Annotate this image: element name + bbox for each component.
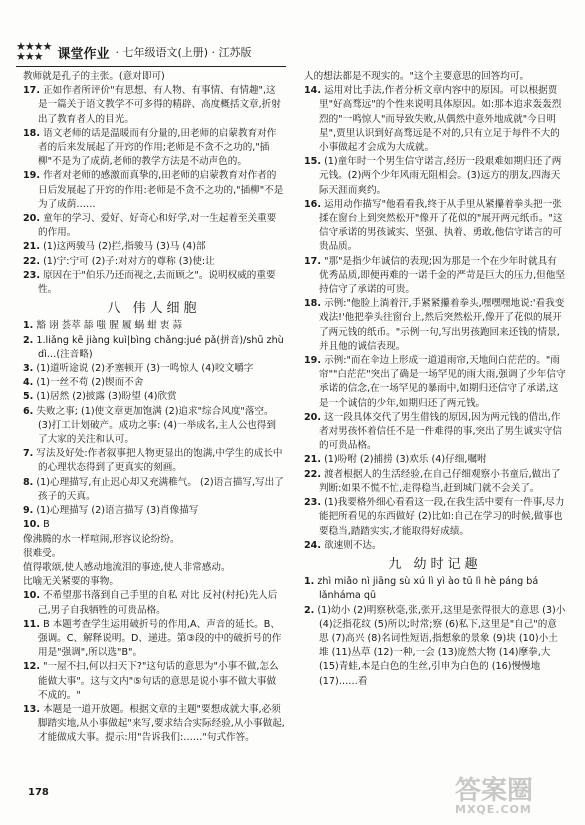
answer-item [23, 334, 285, 362]
answer-text: 很难受。 [23, 547, 62, 559]
answer-item [304, 297, 566, 354]
answer-text: 不希望那书落到自己手里的自私 对比 反衬(村托)先人后己,男子自我牺牲的可贵品格。 [38, 590, 278, 616]
answer-item [23, 660, 285, 703]
watermark-text: 答案圈 [455, 776, 534, 806]
answer-text: 像沸腾的水一样喧闹,形容议论纷纷。 [23, 533, 180, 545]
answer-text: 作者对老师的感激而真挚的,田老师的启蒙教育对作者的日后发展起了开窍的作用:老师是不贪不之功的,"插柳"不是为了成荫…… [38, 170, 284, 210]
answer-item [23, 169, 285, 212]
answer-text: 语文老师的话是温暖而有分量的,田老师的启蒙教育对作者的后来发展起了开窍的作用;老师是不贪不之功的,"插柳"不是为了成荫,老师的教学方法是不动声色的。 [38, 127, 277, 168]
section-title-9: 九 幼时记趣 [388, 556, 482, 572]
answer-item [304, 604, 566, 689]
answer-item [23, 533, 285, 547]
header-subtitle: · 七年级语文(上册) · 江苏版 [115, 46, 252, 59]
answer-number: 17. [304, 255, 321, 267]
answer-text: 童年的学习、爱好、好奇心和好学,对一生起着至关重要的作用。 [38, 213, 277, 239]
answer-text: "那"是指少年诚信的表现;因为那是一个在少年时就具有优秀品质,即便再难的一诺千金的严苛是巨大的压力,但他坚持信守了承诺的可贵。 [319, 255, 565, 296]
page-header [16, 40, 316, 64]
answer-text: 欲速则不达。 [324, 539, 382, 551]
answer-number: 23. [23, 269, 40, 281]
answer-number: 8. [23, 476, 34, 488]
answer-item [23, 362, 285, 376]
answer-item [304, 255, 566, 298]
answer-text: (1)一丝不苟 (2)锲而不舍 [36, 377, 144, 389]
page-number: 178 [28, 787, 49, 798]
answer-number: 2. [304, 604, 315, 616]
answer-number: 22. [304, 468, 321, 480]
answer-text: (1)童年时一个男生信守诺言,经历一段艰难如期归还了两元钱。(2)两个少年风雨无阻相会。(3)远方的朋友,四海天际天涯而爽约。 [319, 156, 562, 196]
answer-item [304, 155, 566, 198]
header-rule [16, 66, 286, 67]
header-brand: 课堂作业 [57, 46, 110, 62]
answer-text: (1)居然 (2)披露 (3)盼望 (4)欣赏 [36, 391, 177, 403]
answer-item [304, 198, 566, 255]
answer-number: 10. [23, 590, 40, 602]
answer-item [304, 453, 566, 467]
answer-item [304, 496, 566, 539]
answer-item [23, 575, 285, 589]
answer-number: 18. [23, 127, 40, 139]
answer-number: 11. [23, 618, 40, 630]
answer-number: 24. [304, 539, 321, 551]
answer-item [23, 240, 285, 254]
answer-item [23, 84, 285, 127]
answer-item [304, 84, 566, 155]
answer-text: zhì miǎo nì jiāng sù xú lì yì ào tū lì hè páng bá lǎnháma qū [317, 576, 539, 602]
answer-number: 3. [23, 363, 34, 375]
answer-text: (1)心理描写,有止迟心却又充满稚气。 (2)语言描写,写出了孩子的天真。 [36, 476, 284, 502]
answer-number: 10. [23, 519, 40, 531]
answer-item [23, 561, 285, 575]
answer-item [23, 269, 285, 297]
answer-item [23, 376, 285, 390]
answer-text: 这一段具体交代了男生借钱的原因,因为两元钱的借出,作者对男孩怀着信任不是一件难得的事,突出了男生诚实守信的可贵品格。 [319, 411, 562, 452]
answer-number: 1. [304, 576, 315, 588]
answer-number: 20. [23, 213, 40, 225]
answer-number: 12. [23, 661, 40, 673]
answer-number: 15. [304, 156, 321, 168]
answer-number: 16. [304, 198, 321, 210]
answer-text: (1)我要格外细心看看这一段,在我生活中要有一件事,尽力能把所看见的东西做好 (2)比如:自己在学习的时候,做事也要稳当,踏踏实实,才能取得好成绩。 [319, 497, 565, 537]
answer-number: 20. [304, 411, 321, 423]
answer-number: 19. [23, 170, 40, 182]
answer-number: 17. [23, 85, 40, 97]
answer-text: 人的想法都是不现实的。"这个主要意思的回答均可。 [304, 71, 530, 82]
answer-text: 比喻无关紧要的事物。 [23, 576, 119, 588]
answer-item [23, 476, 285, 504]
watermark-sub: MXQE.COM [455, 803, 532, 816]
answer-text: B [43, 519, 50, 531]
answer-number: 22. [23, 255, 40, 267]
answer-number: 5. [23, 391, 34, 403]
answer-number: 18. [304, 298, 321, 310]
answer-item [23, 405, 285, 448]
answer-number: 13. [23, 703, 40, 715]
answer-item [304, 411, 566, 454]
watermark-logo [455, 770, 575, 820]
answer-number: 2. [23, 334, 34, 346]
answer-number: 4. [23, 377, 34, 389]
answer-item [23, 70, 285, 84]
answer-text: B 本题考查学生运用破折号的作用,A、声音的延长。B、强调。C、解释说明。D、递进。第③段的中的破折号的作用是"强调",所以选"B"。 [38, 618, 282, 659]
answer-number: 21. [23, 241, 40, 253]
answer-item [23, 447, 285, 475]
answer-item [304, 354, 566, 411]
answer-item [304, 575, 566, 603]
answer-item [23, 504, 285, 518]
answer-text: 示例:"而在伞边上形成一道道雨帘,天地间白茫茫的。"雨帘""白茫茫"突出了确是一场罕见的雨大雨,强调了少年信守承诺的信念,在一场罕见的暴雨中,如期归还信守了承诺,这是一个诚信的少年,如期归还了两元钱。 [319, 355, 566, 409]
answer-item [23, 547, 285, 561]
answer-text: 教师就是孔子的主张。(意对即可) [23, 71, 165, 82]
answer-text: (1)道听途说 (2)矛塞顿开 (3)一鸣惊人 (4)咬文嚼字 [36, 363, 254, 375]
answer-text: 写法及好处:作者叙事把人物更显出的饱满,中学生的成长中的心理状态得到了更真实的刻画。 [36, 448, 283, 474]
answer-number: 1. [23, 320, 34, 332]
answer-item [23, 618, 285, 661]
answer-item [23, 127, 285, 170]
answer-text: 失败之事; (1)使文章更加饱满 (2)追求"综合风度"落空。(3)打工计划破产。成功之事: (4)一举成名,主人公也得到了大家的关注和认可。 [36, 405, 276, 446]
answer-number: 21. [304, 454, 321, 466]
answer-text: 示例:"他脸上淌着汗,手紧紧攥着拳头,嘿嘿嘿地说:'看我变戏法!'他把拳头往窗台上,然后突然松开,像开了花似的展开了两元钱的纸币。"示例一句,写出男孩跑回来还钱的情景,并且他的诚信表现。 [319, 298, 565, 352]
answer-item [23, 319, 285, 333]
answer-text: 豁 诩 荟萃 舔 嗤 腥 履 蜗 蚶 衷 蒜 [36, 320, 183, 332]
right-column [304, 70, 566, 689]
answer-item [304, 468, 566, 496]
answer-text: 原因在于"伯乐乃还而视之,去而顾之"。说明权威的重要性。 [38, 269, 276, 296]
answer-number: 7. [23, 448, 34, 460]
answer-text: 本题是一道开放题。根据文章的主题"要想成就大事,必须脚踏实地,从小事做起"来写,要求结合实际经验,从小事做起,才能做成大事。提示:用"告诉我们:……"句式作答。 [38, 703, 285, 744]
answer-item [23, 212, 285, 240]
left-column [23, 70, 285, 746]
answer-number: 6. [23, 405, 34, 417]
answer-text: 值得歌颂,使人感动地流泪的事迹,使人非常感动。 [23, 561, 231, 573]
answer-item [23, 589, 285, 617]
answer-text: 渡者根据人的生活经验,在自己仔细观察小书童后,做出了判断:如果不慌不忙,走得稳当,赶到城门就不会关了。 [319, 468, 561, 494]
answer-number: 14. [304, 85, 321, 97]
answer-text: (1)吩咐 (2)捕捞 (3)欢乐 (4)仔细,嘱咐 [324, 454, 487, 466]
answer-text: 运用动作描写"他看看我,终于从手里从紧攥着拳头把一张揉在窗台上到突然松开"像开了花似的"展开两元纸币。"这信守承诺的男孩诚实、坚强、执着、勇敢,他信守诺言的可贵品质。 [319, 198, 563, 253]
answer-text: 正如作者所评价"有思想、有人物、有事情、有情趣",这是一篇关于语文教学不可多得的精辟、高度概括文章,折射出了教育者人的目光。 [38, 85, 281, 125]
answer-number: 9. [23, 505, 34, 517]
answer-text: (1)宁:宁可 (2)子:对对方的尊称 (3)使:让 [43, 255, 215, 267]
stars-icon: ★★★★ ★★★ [16, 40, 52, 63]
answer-item [304, 539, 566, 553]
answer-number: 23. [304, 497, 321, 509]
answer-text: (1)幼小 (2)明察秋毫,张,张开,这里是张得很大的意思 (3)小 (4)泛指花纹 (5)所以;时常;察 (6)私下,这里是"自己"的意思 (7)高兴 (8)名词性短语,指想象的景象 (9)块 (10)小土堆 (11)丛草 (12)一种,一会 (13)庞然大物 (14)摩拳,大 (15)青蛙,本是白色的生丝,引申为白色的 (16)慢慢地 (17)……看 [317, 604, 566, 687]
answer-number: 19. [304, 355, 321, 367]
answer-text: 运用对比手法,作者分析文章内容中的原因。可以根据贾里"好高骛远"的个性来说明具体原因。如:那本追求轰轰烈烈的"一鸣惊人"而导致失败,从偶然中意外地成就"今日明星",贾里认识到好高骛远是不对的,只有立足于每件不大的小事做起才会成为大成就。 [319, 85, 562, 154]
answer-text: (1)这两骏马 (2)拦,指骏马 (3)马 (4)部 [43, 241, 206, 253]
answer-item [304, 70, 566, 84]
answer-item [23, 255, 285, 269]
answer-text: (1)心理描写 (2)语言描写 (3)肖像描写 [36, 505, 199, 517]
answer-item [23, 518, 285, 532]
answer-item [23, 390, 285, 404]
answer-item [23, 703, 285, 746]
section-title-8: 八 伟人细胞 [107, 301, 201, 317]
answer-text: "一屋不扫,何以扫天下?"这句话的意思为"小事不做,怎么能做大事"。这与文内"⑤句话的意思是说小事不做大事做不成的。" [38, 661, 279, 701]
answer-text: 1.liǎng kē jiàng kuì|bìng chǎng:jué pǎ(拼音)/shū zhù dì…(注音略) [36, 334, 284, 360]
